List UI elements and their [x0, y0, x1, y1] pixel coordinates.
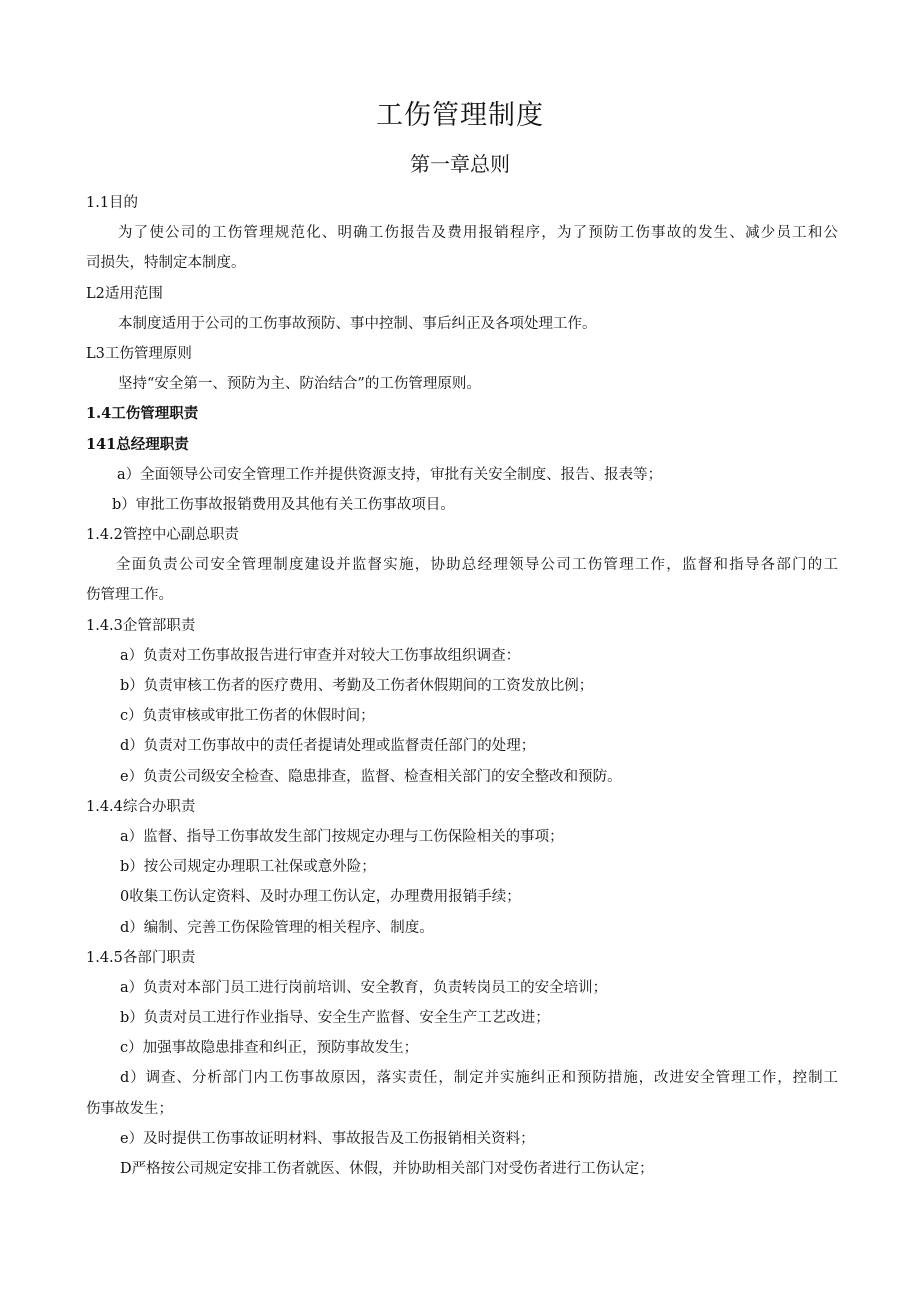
list-item: b）负责审核工伤者的医疗费用、考勤及工伤者休假期间的工资发放比例；: [120, 678, 594, 694]
section-heading-1-4-5: 1.4.5各部门职责: [86, 949, 196, 966]
section-heading-1-3: L3工伤管理原则: [86, 345, 192, 362]
list-item: a）负责对本部门员工进行岗前培训、安全教育，负责转岗员工的安全培训；: [120, 979, 608, 996]
list-item: c）加强事故隐患排查和纠正，预防事故发生；: [120, 1040, 419, 1057]
paragraph-1-1-line-2: 司损失，特制定本制度。: [86, 255, 246, 272]
list-item: e）负责公司级安全检查、隐患排查，监督、检查相关部门的安全整改和预防。: [120, 768, 622, 785]
list-item: e）及时提供工伤事故证明材料、事故报告及工伤报销相关资料；: [120, 1130, 535, 1147]
section-heading-1-4-1: 141总经理职责: [86, 435, 189, 453]
list-item-d-line-2: 伤事故发生；: [86, 1100, 173, 1117]
list-item: d）负责对工伤事故中的责任者提请处理或监督责任部门的处理；: [120, 738, 536, 755]
section-heading-1-1: 1.1目的: [86, 195, 139, 211]
list-item: b）审批工伤事故报销费用及其他有关工伤事故项目。: [112, 496, 455, 513]
list-item: D严格按公司规定安排工伤者就医、休假，并协助相关部门对受伤者进行工伤认定；: [120, 1161, 654, 1177]
list-item: b）负责对员工进行作业指导、安全生产监督、安全生产工艺改进；: [120, 1010, 550, 1027]
document-title: 工伤管理制度: [376, 100, 544, 131]
section-heading-1-4-3: 1.4.3企管部职责: [86, 617, 196, 634]
paragraph-1-1-line-1: 为了使公司的工伤管理规范化、明确工伤报告及费用报销程序，为了预防工伤事故的发生、减少员工和公: [118, 225, 838, 242]
list-item: b）按公司规定办理职工社保或意外险；: [120, 859, 376, 876]
list-item: 0收集工伤认定资料、及时办理工伤认定，办理费用报销手续；: [120, 889, 521, 906]
list-item: a）负责对工伤事故报告进行审查并对较大工伤事故组织调查：: [120, 647, 521, 664]
document-body: [0, 188, 920, 1184]
paragraph-1-4-2-line-2: 伤管理工作。: [86, 587, 173, 604]
list-item: a）监督、指导工伤事故发生部门按规定办理与工伤保险相关的事项；: [120, 828, 564, 845]
paragraph-1-4-2-line-1: 全面负责公司安全管理制度建设并监督实施，协助总经理领导公司工伤管理工作，监督和指导各部门的工: [116, 557, 838, 574]
list-item: c）负责审核或审批工伤者的休假时间；: [120, 708, 375, 725]
list-item: d）编制、完善工伤保险管理的相关程序、制度。: [120, 919, 434, 936]
paragraph-1-3: 坚持“安全第一、预防为主、防治结合”的工伤管理原则。: [118, 376, 481, 393]
list-item-d-line-1: d）调查、分析部门内工伤事故原因，落实责任，制定并实施纠正和预防措施，改进安全管理工作，控制工: [120, 1070, 838, 1087]
list-item: a）全面领导公司安全管理工作并提供资源支持，审批有关安全制度、报告、报表等；: [117, 466, 663, 483]
paragraph-1-2: 本制度适用于公司的工伤事故预防、事中控制、事后纠正及各项处理工作。: [118, 315, 597, 332]
chapter-heading: 第一章总则: [410, 152, 510, 176]
section-heading-1-2: L2适用范围: [86, 285, 163, 302]
section-heading-1-4-4: 1.4.4综合办职责: [86, 798, 196, 815]
section-heading-1-4: 1.4工伤管理职责: [86, 405, 199, 423]
section-heading-1-4-2: 1.4.2管控中心副总职责: [86, 527, 239, 544]
